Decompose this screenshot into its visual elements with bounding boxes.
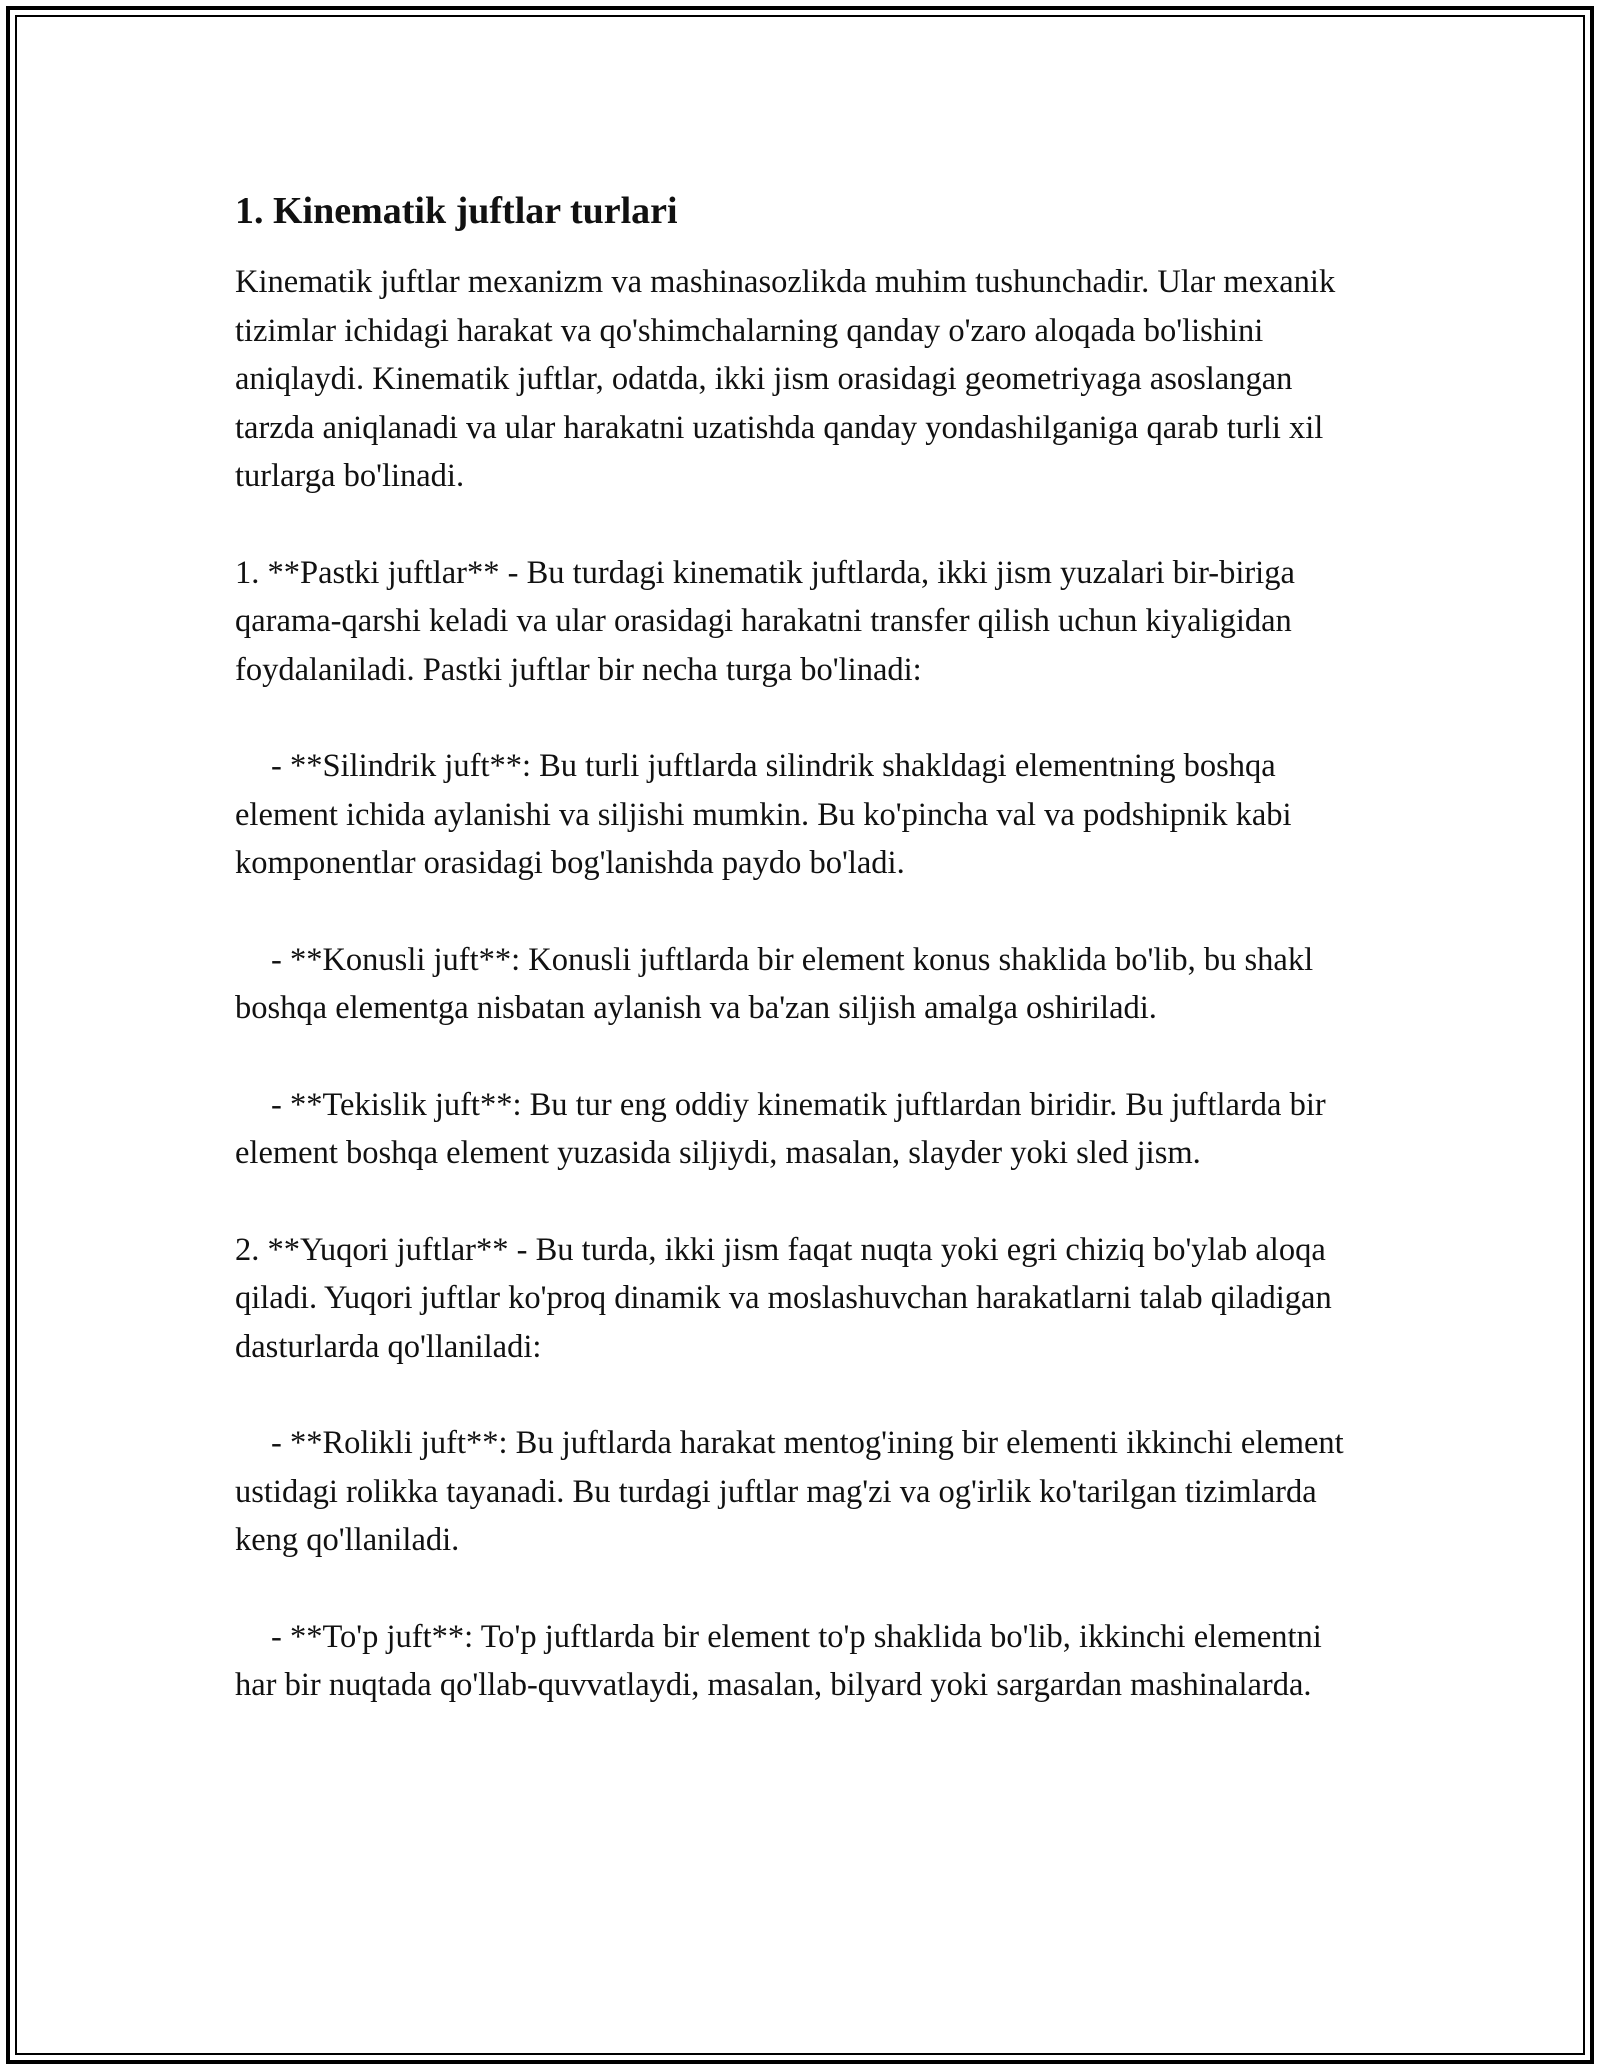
planar-pair-item: - **Tekislik juft**: Bu tur eng oddiy kinematik juftlardan biridir. Bu juftlarda bir element boshqa element yuzasida siljiydi, masalan, slayder yoki sled jism. xyxy=(235,1086,1326,1171)
roller-pair-item: - **Rolikli juft**: Bu juftlarda harakat mentog'ining bir elementi ikkinchi element ustidagi rolikka tayanadi. Bu turdagi juftlar mag'zi va og'irlik ko'tarilgan tizimlarda keng qo'llaniladi. xyxy=(235,1425,1344,1558)
intro-paragraph: Kinematik juftlar mexanizm va mashinasozlikda muhim tushunchadir. Ular mexanik tizimlar ichidagi harakat va qo'shimchalarning qanday o'zaro aloqada bo'lishini aniqlaydi. Kinematik juftlar, odatda, ikki jism orasidagi geometriyaga asoslangan tarzda aniqlanadi va ular harakatni uzatishda qanday yondashilganiga qarab turli xil turlarga bo'linadi. xyxy=(235,264,1336,494)
lower-pairs-paragraph: 1. **Pastki juftlar** - Bu turdagi kinematik juftlarda, ikki jism yuzalari bir-biriga qarama-qarshi keladi va ular orasidagi harakatni transfer qilish uchun kiyaligidan foydalaniladi. Pastki juftlar bir necha turga bo'linadi: xyxy=(235,554,1295,688)
section-title: 1. Kinematik juftlar turlari xyxy=(235,190,678,232)
higher-pairs-paragraph: 2. **Yuqori juftlar** - Bu turda, ikki jism faqat nuqta yoki egri chiziq bo'ylab aloqa qiladi. Yuqori juftlar ko'proq dinamik va moslashuvchan harakatlarni talab qiladigan dasturlarda qo'llaniladi: xyxy=(235,1231,1332,1365)
ball-pair-item: - **To'p juft**: To'p juftlarda bir element to'p shaklida bo'lib, ikkinchi elementni har bir nuqtada qo'llab-quvvatlaydi, masalan, bilyard yoki sargardan mashinalarda. xyxy=(235,1618,1322,1703)
document-body xyxy=(235,186,1370,1758)
conical-pair-item: - **Konusli juft**: Konusli juftlarda bir element konus shaklida bo'lib, bu shakl boshqa elementga nisbatan aylanish va ba'zan siljish amalga oshiriladi. xyxy=(235,941,1314,1026)
cylindrical-pair-item: - **Silindrik juft**: Bu turli juftlarda silindrik shakldagi elementning boshqa element ichida aylanishi va siljishi mumkin. Bu ko'pincha val va podshipnik kabi komponentlar orasidagi bog'lanishda paydo bo'ladi. xyxy=(235,748,1292,881)
